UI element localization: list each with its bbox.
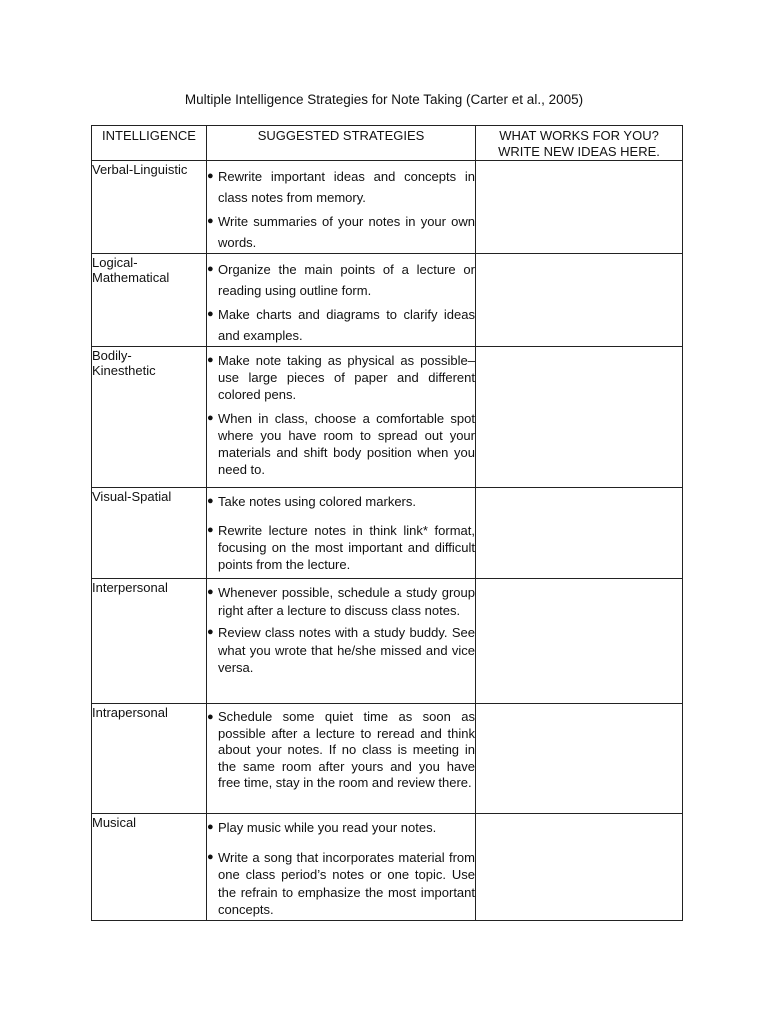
intelligence-label: Verbal-Linguistic xyxy=(92,162,188,177)
strategy-list xyxy=(207,488,475,573)
intelligence-cell xyxy=(92,347,207,488)
strategy-item xyxy=(207,849,475,919)
intelligence-cell xyxy=(92,579,207,704)
strategies-cell xyxy=(207,814,476,921)
write-ideas-cell[interactable] xyxy=(476,161,683,254)
intelligence-cell xyxy=(92,488,207,579)
strategy-item xyxy=(207,304,475,346)
strategy-list xyxy=(207,814,475,919)
strategy-item xyxy=(207,211,475,253)
strategy-text: Play music while you read your notes. xyxy=(218,820,437,835)
bullet-icon: ● xyxy=(207,626,214,638)
strategies-cell xyxy=(207,488,476,579)
bullet-icon: ● xyxy=(207,524,214,536)
strategy-item xyxy=(207,819,475,837)
strategy-list xyxy=(207,161,475,253)
strategy-list xyxy=(207,579,475,677)
header-what-works-for-you xyxy=(476,126,683,161)
strategies-cell xyxy=(207,161,476,254)
bullet-icon: ● xyxy=(207,215,214,227)
write-ideas-cell[interactable] xyxy=(476,254,683,347)
bullet-icon: ● xyxy=(207,850,214,863)
bullet-icon: ● xyxy=(207,821,214,833)
strategies-cell xyxy=(207,579,476,704)
strategy-text: Make note taking as physical as possible–use large pieces of paper and different colored pens. xyxy=(218,353,475,402)
intelligence-label-line2: Kinesthetic xyxy=(92,363,156,378)
intelligence-label-line2: Mathematical xyxy=(92,270,170,285)
strategies-table xyxy=(91,125,683,921)
strategy-text: Review class notes with a study buddy. See what you wrote that he/she missed and vice versa. xyxy=(218,625,475,675)
strategy-text: Organize the main points of a lecture or reading using outline form. xyxy=(218,262,475,298)
table-row xyxy=(92,814,683,921)
strategy-text: Take notes using colored markers. xyxy=(218,494,416,509)
strategy-list xyxy=(207,347,475,478)
table-row xyxy=(92,579,683,704)
bullet-icon: ● xyxy=(207,170,214,182)
document-title: Multiple Intelligence Strategies for Note Taking (Carter et al., 2005) xyxy=(184,92,584,107)
strategy-item xyxy=(207,584,475,619)
strategy-item xyxy=(207,493,475,510)
header-what-works-line1: WHAT WORKS FOR YOU? xyxy=(499,128,659,143)
header-intelligence: INTELLIGENCE xyxy=(92,126,207,161)
strategies-cell xyxy=(207,347,476,488)
table-header-row xyxy=(92,126,683,161)
write-ideas-cell[interactable] xyxy=(476,579,683,704)
strategy-item xyxy=(207,522,475,573)
strategy-text: Schedule some quiet time as soon as possible after a lecture to reread and think about your notes. If no class is meeting in the same room after yours and you have free time, stay in the room and review there. xyxy=(218,709,475,790)
bullet-icon: ● xyxy=(207,354,214,366)
strategy-item xyxy=(207,259,475,301)
table-row xyxy=(92,704,683,814)
strategy-item xyxy=(207,709,475,792)
write-ideas-cell[interactable] xyxy=(476,347,683,488)
strategies-cell xyxy=(207,254,476,347)
strategy-text: Write summaries of your notes in your own words. xyxy=(218,214,475,250)
intelligence-label: Interpersonal xyxy=(92,580,168,595)
intelligence-label: Visual-Spatial xyxy=(92,489,172,504)
strategy-item xyxy=(207,352,475,403)
write-ideas-cell[interactable] xyxy=(476,488,683,579)
intelligence-cell xyxy=(92,704,207,814)
strategy-text: Write a song that incorporates material from one class period’s notes or one topic. Use the refrain to emphasize the most important concepts. xyxy=(218,849,475,917)
strategy-list xyxy=(207,254,475,346)
intelligence-label-line1: Bodily- xyxy=(92,348,132,363)
intelligence-label: Musical xyxy=(92,815,137,830)
header-what-works-line2: WRITE NEW IDEAS HERE. xyxy=(498,144,660,159)
bullet-icon: ● xyxy=(207,586,214,598)
table-row xyxy=(92,254,683,347)
intelligence-label: Intrapersonal xyxy=(92,705,168,720)
strategy-list xyxy=(207,704,475,792)
bullet-icon: ● xyxy=(207,412,214,424)
write-ideas-cell[interactable] xyxy=(476,814,683,921)
strategy-text: When in class, choose a comfortable spot where you have room to spread out your materials and shift body position when you need to. xyxy=(218,411,475,477)
strategy-text: Make charts and diagrams to clarify ideas and examples. xyxy=(218,307,475,343)
strategy-text: Rewrite important ideas and concepts in class notes from memory. xyxy=(218,169,475,205)
write-ideas-cell[interactable] xyxy=(476,704,683,814)
bullet-icon: ● xyxy=(207,711,214,723)
bullet-icon: ● xyxy=(207,263,214,275)
strategy-item xyxy=(207,410,475,478)
strategy-item xyxy=(207,166,475,208)
table-row xyxy=(92,347,683,488)
bullet-icon: ● xyxy=(207,308,214,320)
intelligence-cell xyxy=(92,161,207,254)
header-suggested-strategies: SUGGESTED STRATEGIES xyxy=(207,126,476,161)
table-row xyxy=(92,488,683,579)
strategy-text: Whenever possible, schedule a study group right after a lecture to discuss class notes. xyxy=(218,585,475,618)
intelligence-cell xyxy=(92,814,207,921)
strategy-text: Rewrite lecture notes in think link* format, focusing on the most important and difficult points from the lecture. xyxy=(218,523,475,572)
intelligence-label-line1: Logical- xyxy=(92,255,138,270)
intelligence-cell xyxy=(92,254,207,347)
strategy-item xyxy=(207,624,475,677)
strategies-cell xyxy=(207,704,476,814)
table-row xyxy=(92,161,683,254)
bullet-icon: ● xyxy=(207,495,214,507)
